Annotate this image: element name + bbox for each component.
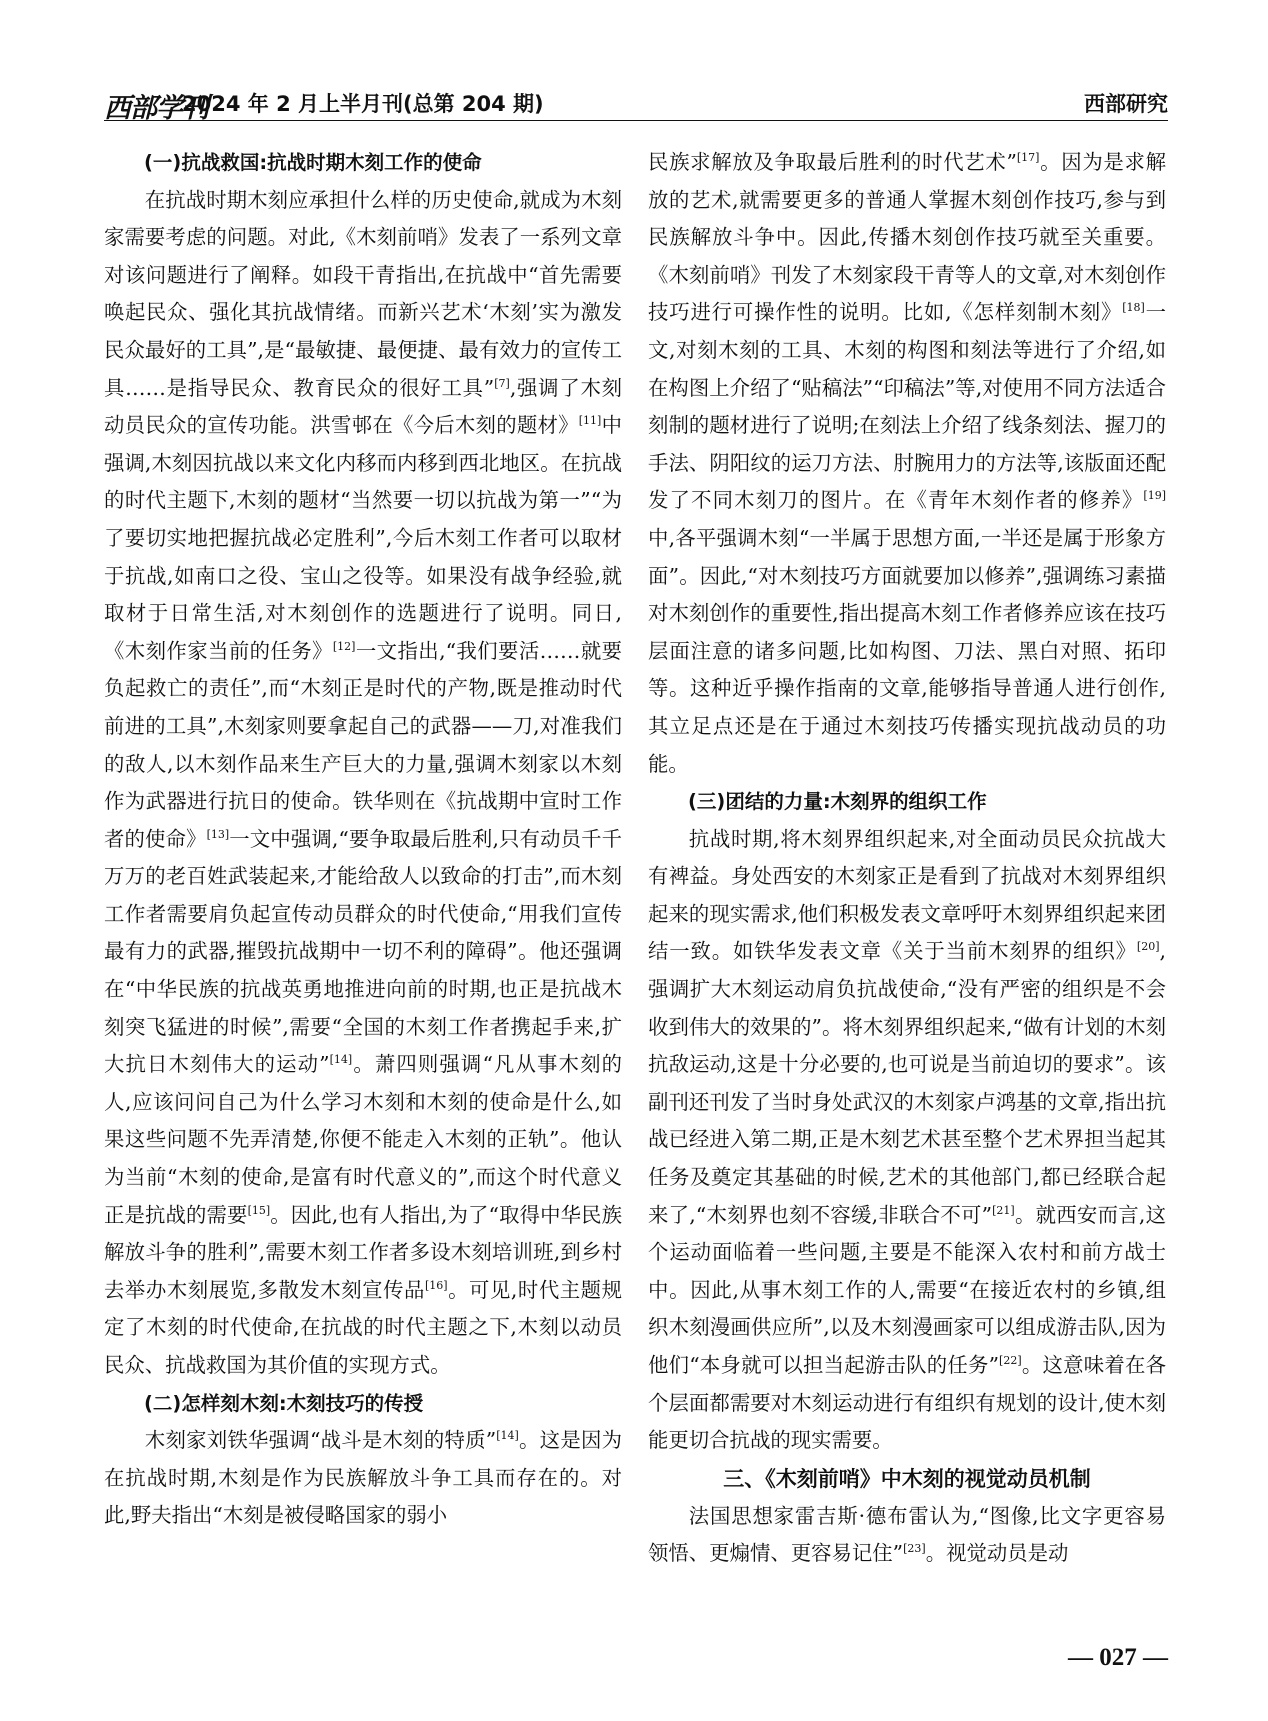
citation-ref: [22] (999, 1354, 1022, 1368)
citation-ref: [14] (496, 1429, 519, 1443)
text-run: 。萧四则强调“凡从事木刻的人,应该问问自己为什么学习木刻和木刻的使命是什么,如果这些问题不先弄清楚,你便不能走入木刻的正轨”。他认为当前“木刻的使命,是富有时代意义的”,而这个时代意义正是抗战的需要 (104, 1052, 622, 1227)
subsection-heading: (三)团结的力量:木刻界的组织工作 (688, 790, 987, 814)
text-run: ,强调了木刻动员民众的宣传功能。洪雪邨在《今后木刻的题材》 (104, 375, 622, 438)
text-run: 抗战时期,将木刻界组织起来,对全面动员民众抗战大有裨益。身处西安的木刻家正是看到了抗战对木刻界组织起来的现实需求,他们积极发表文章呼吁木刻界组织起来团结一致。如铁华发表文章《关于当前木刻界的组织》 (648, 826, 1166, 964)
body-paragraph (648, 1498, 1166, 1573)
citation-ref: [7] (494, 376, 510, 390)
citation-ref: [12] (332, 639, 356, 653)
text-run: 。因此,也有人指出,为了“取得中华民族解放斗争的胜利”,需要木刻工作者多设木刻培训班,到乡村去举办木刻展览,多散发木刻宣传品 (104, 1202, 623, 1302)
text-run: 中强调,木刻因抗战以来文化内移而内移到西北地区。在抗战的时代主题下,木刻的题材“当然要一切以抗战为第一”“为了要切实地把握抗战必定胜利”,今后木刻工作者可以取材于抗战,如南口之役、宝山之役等。如果没有战争经验,就取材于日常生活,对木刻创作的选题进行了说明。同日,《木刻作家当前的任务》 (104, 413, 623, 663)
citation-ref: [14] (329, 1053, 353, 1067)
section-name: 西部研究 (1084, 92, 1168, 116)
body-paragraph (104, 182, 622, 1385)
citation-ref: [18] (1122, 301, 1145, 315)
citation-ref: [17] (1016, 151, 1040, 165)
text-run: 在抗战时期木刻应承担什么样的历史使命,就成为木刻家需要考虑的问题。对此,《木刻前哨》发表了一系列文章对该问题进行了阐释。如段干青指出,在抗战中“首先需要唤起民众、强化其抗战情绪。而新兴艺术‘木刻’实为激发民众最好的工具”,是“最敏捷、最便捷、最有效力的宣传工具……是指导民众、教育民众的很好工具” (104, 187, 622, 400)
text-run: 。这意味着在各个层面都需要对木刻运动进行有组织有规划的设计,使木刻能更切合抗战的现实需要。 (648, 1353, 1166, 1453)
citation-ref: [23] (903, 1542, 926, 1556)
text-run: 。视觉动员是动 (925, 1541, 1069, 1566)
text-run: 。因为是求解放的艺术,就需要更多的普通人掌握木刻创作技巧,参与到民族解放斗争中。因此,传播木刻创作技巧就至关重要。《木刻前哨》刊发了木刻家段干青等人的文章,对木刻创作技巧进行可操作性的说明。比如,《怎样刻制木刻》 (648, 150, 1166, 325)
text-run: 木刻家刘铁华强调“战斗是木刻的特质” (144, 1428, 497, 1453)
text-run: ,强调扩大木刻运动肩负抗战使命,“没有严密的组织是不会收到伟大的效果的”。将木刻界组织起来,“做有计划的木刻抗敌运动,这是十分必要的,也可说是当前迫切的要求”。该副刊还刊发了当时身处武汉的木刻家卢鸿基的文章,指出抗战已经进入第二期,正是木刻艺术甚至整个艺术界担当起其任务及奠定其基础的时候,艺术的其他部门,都已经联合起来了,“木刻界也刻不容缓,非联合不可” (648, 939, 1166, 1227)
citation-ref: [20] (1136, 940, 1160, 954)
body-paragraph (648, 821, 1166, 1460)
text-run: 民族求解放及争取最后胜利的时代艺术” (648, 150, 1017, 174)
subsection-heading: (二)怎样刻木刻:木刻技巧的传授 (144, 1391, 424, 1415)
text-run: 一文指出,“我们要活……就要负起救亡的责任”,而“木刻正是时代的产物,既是推动时代前进的工具”,木刻家则要拿起自己的武器——刀,对准我们的敌人,以木刻作品来生产巨大的力量,强调木刻家以木刻作为武器进行抗日的使命。铁华则在《抗战期中宣时工作者的使命》 (104, 638, 623, 851)
citation-ref: [11] (578, 414, 602, 428)
text-run: 一文,对刻木刻的工具、木刻的构图和刻法等进行了介绍,如在构图上介绍了“贴稿法”“印稿法”等,对使用不同方法适合刻制的题材进行了说明;在刻法上介绍了线条刻法、握刀的手法、阴阳纹的运刀方法、肘腕用力的方法等,该版面还配发了不同木刻刀的图片。在《青年木刻作者的修养》 (648, 300, 1167, 513)
header-rule (104, 120, 1168, 121)
citation-ref: [19] (1143, 489, 1166, 503)
right-column (648, 144, 1166, 1573)
body-paragraph (104, 1422, 622, 1535)
citation-ref: [21] (992, 1203, 1015, 1217)
section-heading: 三、《木刻前哨》中木刻的视觉动员机制 (723, 1466, 1091, 1491)
text-run: 中,各平强调木刻“一半属于思想方面,一半还是属于形象方面”。因此,“对木刻技巧方面就要加以修养”,强调练习素描对木刻创作的重要性,指出提高木刻工作者修养应该在技巧层面注意的诸多问题,比如构图、刀法、黑白对照、拓印等。这种近乎操作指南的文章,能够指导普通人进行创作,其立足点还是在于通过木刻技巧传播实现抗战动员的功能。 (648, 525, 1166, 776)
subsection-heading: (一)抗战救国:抗战时期木刻工作的使命 (144, 151, 482, 174)
left-column (104, 144, 622, 1535)
citation-ref: [16] (424, 1279, 448, 1293)
issue-info: 2024 年 2 月上半月刊(总第 204 期) (182, 92, 544, 116)
text-run: 。可见,时代主题规定了木刻的时代使命,在抗战的时代主题之下,木刻以动员民众、抗战救国为其价值的实现方式。 (104, 1277, 622, 1377)
text-run: 法国思想家雷吉斯·德布雷认为,“图像,比文字更容易领悟、更煽情、更容易记住” (648, 1503, 1166, 1566)
text-run: 。就西安而言,这个运动面临着一些问题,主要是不能深入农村和前方战士中。因此,从事木刻工作的人,需要“在接近农村的乡镇,组织木刻漫画供应所”,以及木刻漫画家可以组成游击队,因为他们“本身就可以担当起游击队的任务” (648, 1202, 1167, 1377)
page-number: — 027 — (1068, 1644, 1168, 1671)
text-run: 一文中强调,“要争取最后胜利,只有动员千千万万的老百姓武装起来,才能给敌人以致命的打击”,而木刻工作者需要肩负起宣传动员群众的时代使命,“用我们宣传最有力的武器,摧毁抗战期中一切不利的障碍”。他还强调在“中华民族的抗战英勇地推进向前的时期,也正是抗战木刻突飞猛进的时候”,需要“全国的木刻工作者携起手来,扩大抗日木刻伟大的运动” (104, 826, 622, 1077)
citation-ref: [15] (247, 1203, 271, 1217)
body-paragraph (648, 144, 1166, 783)
running-header (104, 86, 1168, 124)
citation-ref: [13] (206, 827, 230, 841)
text-run: 。这是因为在抗战时期,木刻是作为民族解放斗争工具而存在的。对此,野夫指出“木刻是被侵略国家的弱小 (104, 1428, 622, 1528)
journal-logo: 西部学刊 (104, 93, 208, 124)
